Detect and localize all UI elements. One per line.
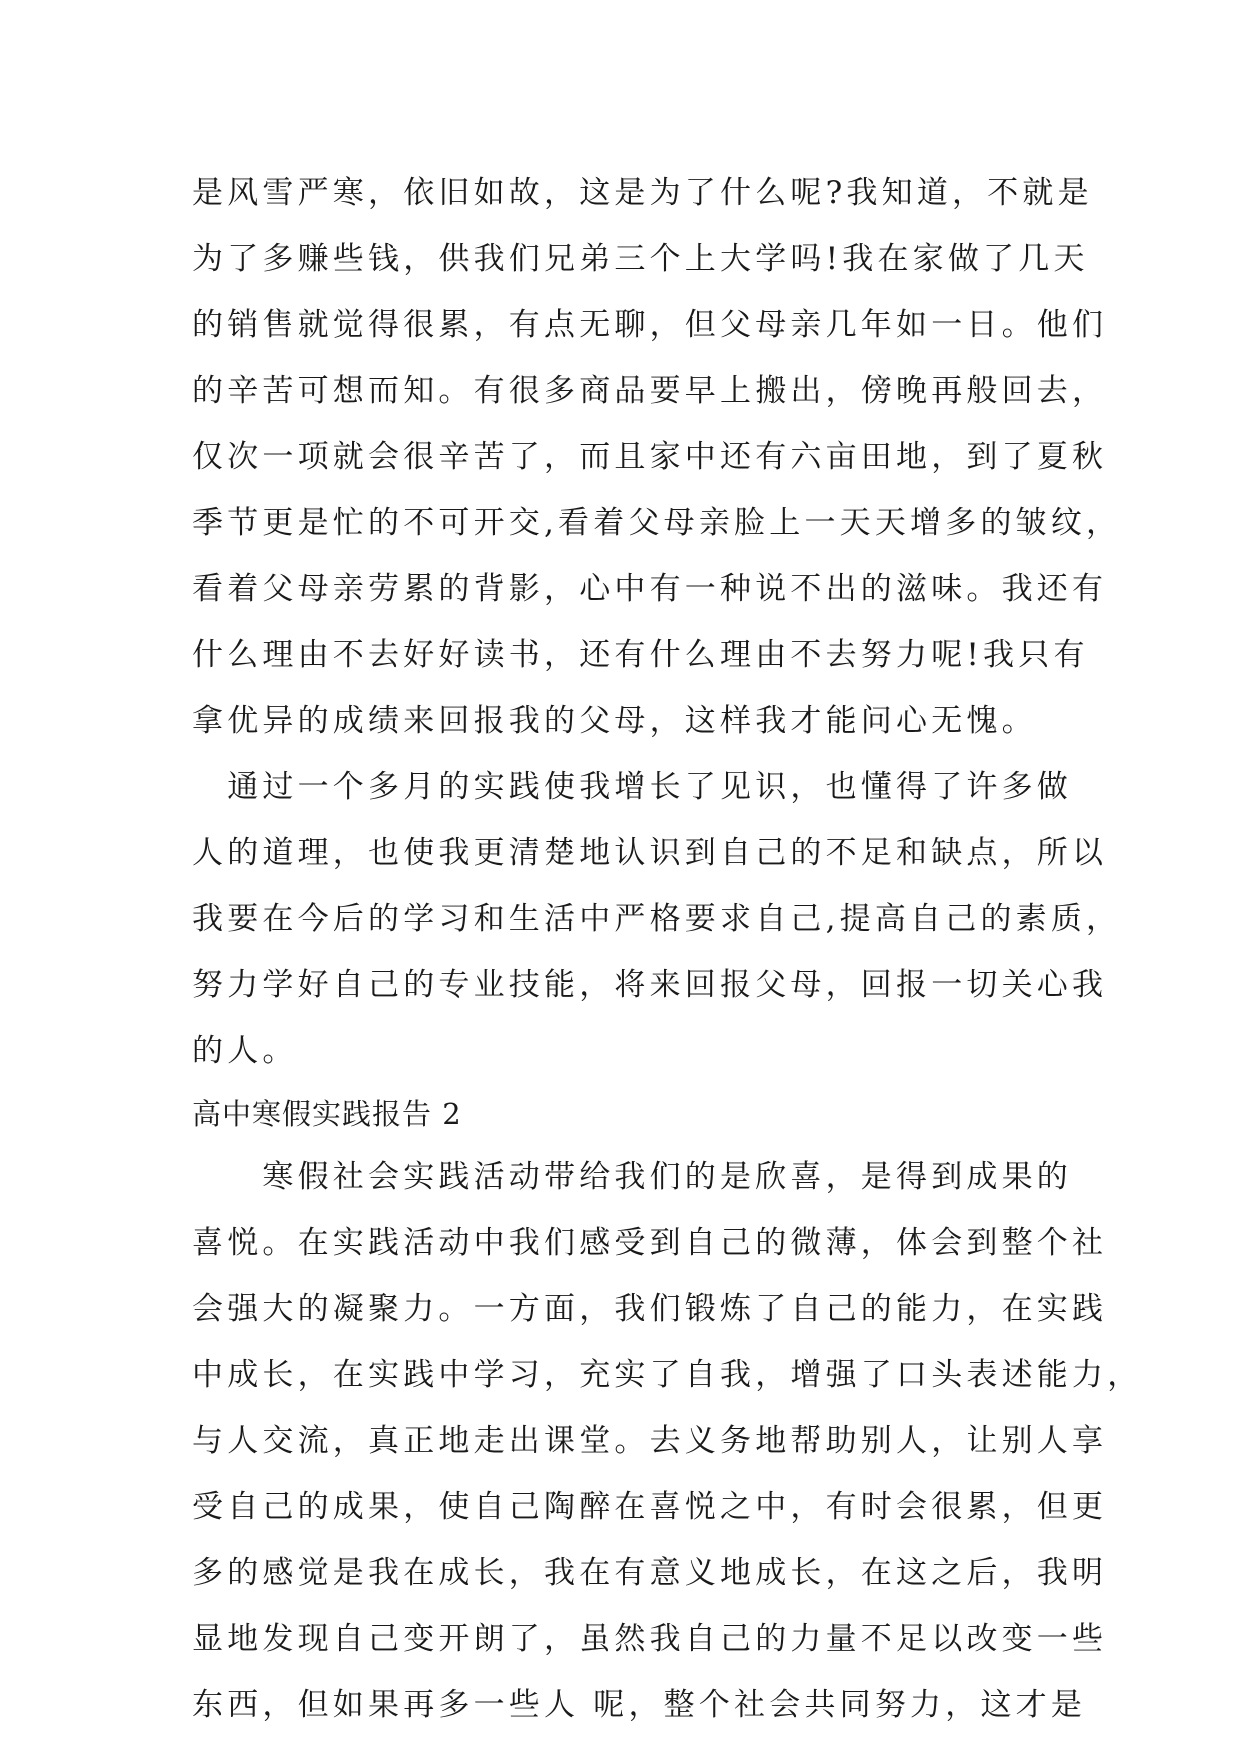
text-line: 拿优异的成绩来回报我的父母，这样我才能问心无愧。 xyxy=(192,703,1037,739)
text-line: 东西，但如果再多一些人 呢，整个社会共同努力，这才是 xyxy=(192,1687,1087,1723)
text-line: 努力学好自己的专业技能，将来回报父母，回报一切关心我 xyxy=(192,967,1108,1003)
text-line: 显地发现自己变开朗了，虽然我自己的力量不足以改变一些 xyxy=(192,1621,1108,1657)
text-line: 的辛苦可想而知。有很多商品要早上搬出，傍晚再般回去， xyxy=(192,373,1108,409)
text-line: 通过一个多月的实践使我增长了见识，也懂得了许多做 xyxy=(192,769,1072,805)
paragraph-2 xyxy=(192,754,1122,1084)
text-line: 多的感觉是我在成长，我在有意义地成长，在这之后，我明 xyxy=(192,1555,1108,1591)
text-line: 什么理由不去好好读书，还有什么理由不去努力呢!我只有 xyxy=(192,637,1089,673)
text-line: 仅次一项就会很辛苦了，而且家中还有六亩田地，到了夏秋 xyxy=(192,439,1108,475)
section-heading: 高中寒假实践报告 2 xyxy=(192,1097,462,1131)
text-line: 是风雪严寒，依旧如故，这是为了什么呢?我知道，不就是 xyxy=(192,175,1093,211)
text-line: 为了多赚些钱，供我们兄弟三个上大学吗!我在家做了几天 xyxy=(192,241,1089,277)
text-line: 中成长，在实践中学习，充实了自我，增强了口头表述能力， xyxy=(192,1357,1143,1393)
text-line: 人的道理，也使我更清楚地认识到自己的不足和缺点，所以 xyxy=(192,835,1108,871)
text-line: 喜悦。在实践活动中我们感受到自己的微薄，体会到整个社 xyxy=(192,1225,1108,1261)
paragraph-3 xyxy=(192,1144,1143,1738)
text-line: 的销售就觉得很累，有点无聊，但父母亲几年如一日。他们 xyxy=(192,307,1108,343)
text-line: 与人交流，真正地走出课堂。去义务地帮助别人，让别人享 xyxy=(192,1423,1108,1459)
document-page xyxy=(192,160,1143,1738)
text-line: 受自己的成果，使自己陶醉在喜悦之中，有时会很累，但更 xyxy=(192,1489,1108,1525)
paragraph-1 xyxy=(192,160,1122,754)
text-line: 我要在今后的学习和生活中严格要求自己,提高自己的素质， xyxy=(192,901,1122,937)
text-line: 看着父母亲劳累的背影，心中有一种说不出的滋味。我还有 xyxy=(192,571,1108,607)
text-line: 会强大的凝聚力。一方面，我们锻炼了自己的能力，在实践 xyxy=(192,1291,1108,1327)
text-line: 季节更是忙的不可开交,看着父母亲脸上一天天增多的皱纹， xyxy=(192,505,1122,541)
text-line: 寒假社会实践活动带给我们的是欣喜，是得到成果的 xyxy=(192,1159,1072,1195)
text-line: 的人。 xyxy=(192,1033,298,1069)
